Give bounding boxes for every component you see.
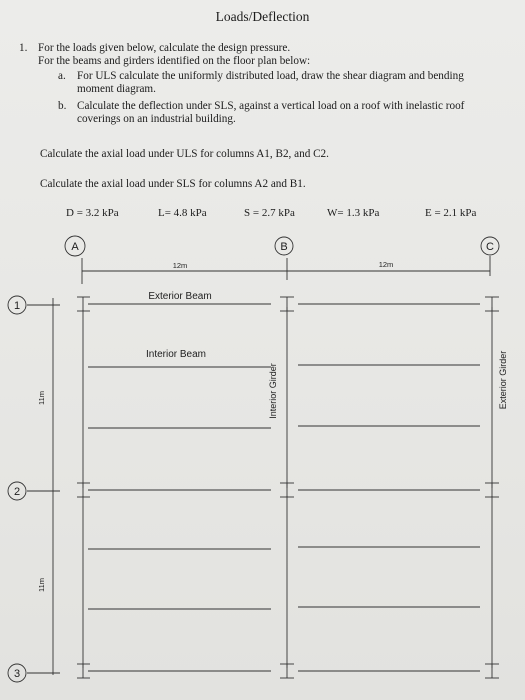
column-c1 <box>485 297 499 311</box>
interior-girder-label: Interior Girder <box>268 363 278 419</box>
grid-label-b: B <box>280 241 288 253</box>
axial-sls-instruction: Calculate the axial load under SLS for columns A2 and B1. <box>40 178 306 190</box>
earthquake-load: E = 2.1 kPa <box>425 207 477 219</box>
item-b-line-2: coverings on an industrial building. <box>77 113 236 125</box>
exterior-girder-label: Exterior Girder <box>498 350 508 410</box>
column-c3 <box>485 664 499 678</box>
grid-label-c: C <box>486 241 494 253</box>
span-label-bc: 12m <box>378 260 394 269</box>
exterior-beam-label: Exterior Beam <box>148 291 212 302</box>
grid-label-1: 1 <box>13 300 21 312</box>
column-b1 <box>280 297 294 311</box>
grid-label-2: 2 <box>13 486 21 498</box>
column-b2 <box>280 483 294 497</box>
span-label-23: 11m <box>37 577 46 593</box>
item-a-line-2: moment diagram. <box>77 83 156 95</box>
span-label-ab: 12m <box>172 261 188 270</box>
question-line-1: For the loads given below, calculate the design pressure. <box>38 42 291 54</box>
question-line-2: For the beams and girders identified on the floor plan below: <box>38 55 311 67</box>
grid-label-a: A <box>71 241 79 253</box>
item-b-marker: b. <box>58 100 67 112</box>
column-b3 <box>280 664 294 678</box>
column-c2 <box>485 483 499 497</box>
grid-label-3: 3 <box>13 668 21 680</box>
item-a-marker: a. <box>58 70 66 82</box>
dead-load: D = 3.2 kPa <box>66 207 119 219</box>
wind-load: W= 1.3 kPa <box>327 207 380 219</box>
span-label-12: 11m <box>37 390 46 406</box>
question-number: 1. <box>19 42 28 54</box>
live-load: L= 4.8 kPa <box>158 207 207 219</box>
axial-uls-instruction: Calculate the axial load under ULS for columns A1, B2, and C2. <box>40 148 329 160</box>
snow-load: S = 2.7 kPa <box>244 207 295 219</box>
item-b-line-1: Calculate the deflection under SLS, against a vertical load on a roof with inelastic roof <box>77 100 465 112</box>
page-title: Loads/Deflection <box>215 9 310 24</box>
interior-beam-label: Interior Beam <box>145 349 207 360</box>
item-a-line-1: For ULS calculate the uniformly distributed load, draw the shear diagram and bending <box>77 70 464 82</box>
